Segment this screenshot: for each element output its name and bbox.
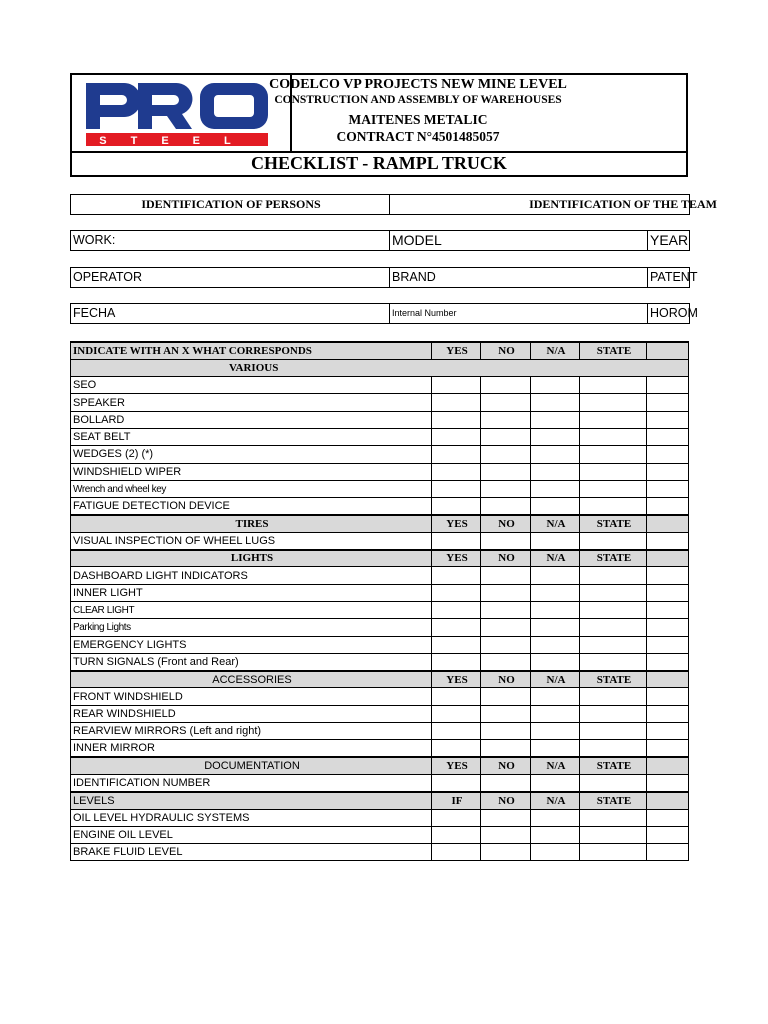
checklist-item-label: BOLLARD — [71, 411, 432, 428]
yes-checkbox-cell[interactable] — [432, 619, 481, 636]
internal-number-field[interactable]: Internal Number — [389, 304, 647, 323]
state-input-cell[interactable] — [580, 653, 647, 670]
checklist-item-label: VISUAL INSPECTION OF WHEEL LUGS — [71, 532, 432, 549]
extra-column-header — [647, 550, 689, 567]
no-column-header: NO — [481, 671, 531, 688]
info-row-work — [70, 230, 690, 251]
yes-checkbox-cell[interactable] — [432, 774, 481, 791]
state-input-cell[interactable] — [580, 377, 647, 394]
state-input-cell[interactable] — [580, 567, 647, 584]
yes-checkbox-cell[interactable] — [432, 705, 481, 722]
no-column-header: NO — [481, 550, 531, 567]
no-column-header: NO — [481, 515, 531, 532]
checklist-item-row — [71, 394, 689, 411]
section-label: VARIOUS — [71, 359, 689, 376]
header-line-3: MAITENES METALIC — [348, 112, 488, 127]
extra-input-cell[interactable] — [647, 584, 689, 601]
checklist-item-row — [71, 636, 689, 653]
operator-field[interactable]: OPERATOR — [73, 270, 142, 284]
yes-checkbox-cell[interactable] — [432, 826, 481, 843]
yes-checkbox-cell[interactable] — [432, 809, 481, 826]
header-line-2: CONSTRUCTION AND ASSEMBLY OF WAREHOUSES — [274, 94, 562, 106]
extra-input-cell[interactable] — [647, 740, 689, 757]
extra-input-cell[interactable] — [647, 498, 689, 515]
checklist-item-row — [71, 584, 689, 601]
na-column-header: N/A — [531, 550, 580, 567]
na-column-header: N/A — [531, 515, 580, 532]
state-input-cell[interactable] — [580, 584, 647, 601]
section-header-row — [71, 757, 689, 774]
checklist-item-row — [71, 826, 689, 843]
no-column-header: NO — [481, 792, 531, 809]
checklist-item-label: REAR WINDSHIELD — [71, 705, 432, 722]
checklist-item-label: SEAT BELT — [71, 428, 432, 445]
no-checkbox-cell[interactable] — [481, 567, 531, 584]
na-checkbox-cell[interactable] — [531, 809, 580, 826]
state-input-cell[interactable] — [580, 636, 647, 653]
checklist-item-row — [71, 377, 689, 394]
no-checkbox-cell[interactable] — [481, 636, 531, 653]
no-checkbox-cell[interactable] — [481, 428, 531, 445]
na-checkbox-cell[interactable] — [531, 601, 580, 618]
extra-input-cell[interactable] — [647, 688, 689, 705]
na-checkbox-cell[interactable] — [531, 394, 580, 411]
state-input-cell[interactable] — [580, 705, 647, 722]
extra-column-header — [647, 342, 689, 359]
brand-field[interactable]: BRAND — [389, 268, 647, 287]
section-header-row — [71, 515, 689, 532]
extra-input-cell[interactable] — [647, 411, 689, 428]
info-row-date — [70, 303, 698, 324]
na-checkbox-cell[interactable] — [531, 411, 580, 428]
na-column-header: N/A — [531, 757, 580, 774]
no-checkbox-cell[interactable] — [481, 705, 531, 722]
state-input-cell[interactable] — [580, 463, 647, 480]
date-field[interactable]: FECHA — [73, 306, 116, 320]
state-input-cell[interactable] — [580, 844, 647, 861]
section-header-row — [71, 671, 689, 688]
extra-input-cell[interactable] — [647, 826, 689, 843]
checklist-item-row — [71, 705, 689, 722]
yes-column-header: YES — [432, 671, 481, 688]
state-column-header: STATE — [580, 342, 647, 359]
checklist-item-row — [71, 723, 689, 740]
checklist-item-row — [71, 653, 689, 670]
na-checkbox-cell[interactable] — [531, 377, 580, 394]
checklist-item-row — [71, 411, 689, 428]
na-checkbox-cell[interactable] — [531, 532, 580, 549]
no-checkbox-cell[interactable] — [481, 826, 531, 843]
na-checkbox-cell[interactable] — [531, 826, 580, 843]
state-input-cell[interactable] — [580, 411, 647, 428]
na-checkbox-cell[interactable] — [531, 705, 580, 722]
state-column-header: STATE — [580, 757, 647, 774]
no-checkbox-cell[interactable] — [481, 688, 531, 705]
extra-column-header — [647, 792, 689, 809]
yes-checkbox-cell[interactable] — [432, 653, 481, 670]
na-checkbox-cell[interactable] — [531, 480, 580, 497]
na-checkbox-cell[interactable] — [531, 446, 580, 463]
checklist-item-label: SPEAKER — [71, 394, 432, 411]
checklist-item-label: WINDSHIELD WIPER — [71, 463, 432, 480]
extra-input-cell[interactable] — [647, 428, 689, 445]
extra-input-cell[interactable] — [647, 567, 689, 584]
checklist-item-label: CLEAR LIGHT — [71, 601, 432, 618]
checklist-item-row — [71, 463, 689, 480]
extra-input-cell[interactable] — [647, 636, 689, 653]
na-checkbox-cell[interactable] — [531, 740, 580, 757]
yes-checkbox-cell[interactable] — [432, 723, 481, 740]
section-header-row — [71, 550, 689, 567]
checklist-item-row — [71, 619, 689, 636]
checklist-item-row — [71, 774, 689, 791]
state-input-cell[interactable] — [580, 446, 647, 463]
extra-input-cell[interactable] — [647, 463, 689, 480]
section-header-row — [71, 342, 689, 359]
checklist-item-label: EMERGENCY LIGHTS — [71, 636, 432, 653]
yes-column-header: IF — [432, 792, 481, 809]
checklist-item-row — [71, 601, 689, 618]
no-checkbox-cell[interactable] — [481, 394, 531, 411]
yes-checkbox-cell[interactable] — [432, 498, 481, 515]
checklist-item-label: REARVIEW MIRRORS (Left and right) — [71, 723, 432, 740]
svg-text:STEEL: STEEL — [99, 135, 255, 147]
yes-column-header: YES — [432, 515, 481, 532]
checklist-item-row — [71, 567, 689, 584]
checklist-item-label: INNER MIRROR — [71, 740, 432, 757]
checklist-item-label: TURN SIGNALS (Front and Rear) — [71, 653, 432, 670]
state-input-cell[interactable] — [580, 688, 647, 705]
checklist-item-label: Wrench and wheel key — [71, 480, 432, 497]
yes-checkbox-cell[interactable] — [432, 584, 481, 601]
checklist-item-label: OIL LEVEL HYDRAULIC SYSTEMS — [71, 809, 432, 826]
checklist-item-row — [71, 740, 689, 757]
no-checkbox-cell[interactable] — [481, 498, 531, 515]
checklist-item-label: FATIGUE DETECTION DEVICE — [71, 498, 432, 515]
checklist-item-label: Parking Lights — [71, 619, 432, 636]
info-row-operator — [70, 267, 698, 288]
year-field[interactable]: YEAR — [647, 231, 689, 250]
inspection-checklist-table — [70, 341, 689, 861]
yes-checkbox-cell[interactable] — [432, 446, 481, 463]
checklist-item-row — [71, 498, 689, 515]
yes-checkbox-cell[interactable] — [432, 480, 481, 497]
na-checkbox-cell[interactable] — [531, 653, 580, 670]
checklist-item-label: BRAKE FLUID LEVEL — [71, 844, 432, 861]
extra-input-cell[interactable] — [647, 653, 689, 670]
state-input-cell[interactable] — [580, 601, 647, 618]
state-input-cell[interactable] — [580, 619, 647, 636]
yes-column-header: YES — [432, 757, 481, 774]
checklist-item-label: DASHBOARD LIGHT INDICATORS — [71, 567, 432, 584]
no-checkbox-cell[interactable] — [481, 463, 531, 480]
extra-column-header — [647, 671, 689, 688]
na-checkbox-cell[interactable] — [531, 428, 580, 445]
na-checkbox-cell[interactable] — [531, 567, 580, 584]
yes-checkbox-cell[interactable] — [432, 688, 481, 705]
checklist-item-label: WEDGES (2) (*) — [71, 446, 432, 463]
state-input-cell[interactable] — [580, 394, 647, 411]
yes-column-header: YES — [432, 342, 481, 359]
identification-header-row — [70, 194, 717, 215]
state-column-header: STATE — [580, 515, 647, 532]
identification-persons-label: IDENTIFICATION OF PERSONS — [141, 197, 321, 211]
section-label: INDICATE WITH AN X WHAT CORRESPONDS — [71, 342, 432, 359]
checklist-item-row — [71, 480, 689, 497]
section-header-row — [71, 792, 689, 809]
checklist-item-label: INNER LIGHT — [71, 584, 432, 601]
yes-checkbox-cell[interactable] — [432, 463, 481, 480]
no-checkbox-cell[interactable] — [481, 723, 531, 740]
state-input-cell[interactable] — [580, 428, 647, 445]
no-column-header: NO — [481, 342, 531, 359]
extra-input-cell[interactable] — [647, 809, 689, 826]
checklist-item-label: ENGINE OIL LEVEL — [71, 826, 432, 843]
patent-field[interactable]: PATENT — [647, 268, 689, 287]
no-checkbox-cell[interactable] — [481, 653, 531, 670]
section-header-row — [71, 359, 689, 376]
na-checkbox-cell[interactable] — [531, 584, 580, 601]
checklist-item-row — [71, 688, 689, 705]
na-checkbox-cell[interactable] — [531, 688, 580, 705]
section-label: ACCESSORIES — [71, 671, 432, 688]
checklist-item-label: FRONT WINDSHIELD — [71, 688, 432, 705]
model-field[interactable]: MODEL — [389, 231, 647, 250]
section-label: TIRES — [71, 515, 432, 532]
no-checkbox-cell[interactable] — [481, 411, 531, 428]
extra-input-cell[interactable] — [647, 377, 689, 394]
no-checkbox-cell[interactable] — [481, 774, 531, 791]
yes-checkbox-cell[interactable] — [432, 601, 481, 618]
header-line-4: CONTRACT N°4501485057 — [336, 129, 500, 144]
na-checkbox-cell[interactable] — [531, 636, 580, 653]
state-input-cell[interactable] — [580, 723, 647, 740]
horometer-field[interactable]: HOROM — [647, 304, 689, 323]
page-title: CHECKLIST - RAMPL TRUCK — [251, 153, 507, 173]
extra-input-cell[interactable] — [647, 480, 689, 497]
checklist-item-row — [71, 809, 689, 826]
extra-input-cell[interactable] — [647, 394, 689, 411]
no-checkbox-cell[interactable] — [481, 809, 531, 826]
yes-checkbox-cell[interactable] — [432, 740, 481, 757]
no-checkbox-cell[interactable] — [481, 619, 531, 636]
extra-input-cell[interactable] — [647, 705, 689, 722]
checklist-item-row — [71, 428, 689, 445]
work-field[interactable]: WORK: — [73, 233, 116, 247]
checklist-item-row — [71, 532, 689, 549]
no-checkbox-cell[interactable] — [481, 377, 531, 394]
yes-checkbox-cell[interactable] — [432, 377, 481, 394]
na-checkbox-cell[interactable] — [531, 723, 580, 740]
extra-input-cell[interactable] — [647, 601, 689, 618]
no-checkbox-cell[interactable] — [481, 480, 531, 497]
yes-checkbox-cell[interactable] — [432, 844, 481, 861]
na-checkbox-cell[interactable] — [531, 463, 580, 480]
yes-checkbox-cell[interactable] — [432, 411, 481, 428]
yes-column-header: YES — [432, 550, 481, 567]
na-column-header: N/A — [531, 792, 580, 809]
state-input-cell[interactable] — [580, 532, 647, 549]
yes-checkbox-cell[interactable] — [432, 428, 481, 445]
no-checkbox-cell[interactable] — [481, 532, 531, 549]
na-checkbox-cell[interactable] — [531, 498, 580, 515]
no-checkbox-cell[interactable] — [481, 844, 531, 861]
checklist-item-row — [71, 844, 689, 861]
na-checkbox-cell[interactable] — [531, 844, 580, 861]
no-checkbox-cell[interactable] — [481, 740, 531, 757]
extra-input-cell[interactable] — [647, 723, 689, 740]
state-input-cell[interactable] — [580, 740, 647, 757]
extra-column-header — [647, 757, 689, 774]
no-checkbox-cell[interactable] — [481, 601, 531, 618]
state-input-cell[interactable] — [580, 480, 647, 497]
state-input-cell[interactable] — [580, 498, 647, 515]
state-column-header: STATE — [580, 550, 647, 567]
extra-input-cell[interactable] — [647, 774, 689, 791]
extra-column-header — [647, 515, 689, 532]
state-input-cell[interactable] — [580, 809, 647, 826]
yes-checkbox-cell[interactable] — [432, 636, 481, 653]
na-checkbox-cell[interactable] — [531, 619, 580, 636]
no-checkbox-cell[interactable] — [481, 584, 531, 601]
header-line-1: CODELCO VP PROJECTS NEW MINE LEVEL — [269, 77, 567, 92]
section-label: LEVELS — [71, 792, 432, 809]
section-label: LIGHTS — [71, 550, 432, 567]
state-input-cell[interactable] — [580, 774, 647, 791]
yes-checkbox-cell[interactable] — [432, 567, 481, 584]
checklist-item-label: IDENTIFICATION NUMBER — [71, 774, 432, 791]
yes-checkbox-cell[interactable] — [432, 532, 481, 549]
extra-input-cell[interactable] — [647, 532, 689, 549]
state-input-cell[interactable] — [580, 826, 647, 843]
state-column-header: STATE — [580, 792, 647, 809]
no-column-header: NO — [481, 757, 531, 774]
section-label: DOCUMENTATION — [71, 757, 432, 774]
extra-input-cell[interactable] — [647, 446, 689, 463]
no-checkbox-cell[interactable] — [481, 446, 531, 463]
na-column-header: N/A — [531, 342, 580, 359]
yes-checkbox-cell[interactable] — [432, 394, 481, 411]
state-column-header: STATE — [580, 671, 647, 688]
na-checkbox-cell[interactable] — [531, 774, 580, 791]
extra-input-cell[interactable] — [647, 844, 689, 861]
identification-team-label: IDENTIFICATION OF THE TEAM — [389, 195, 689, 214]
checklist-item-label: SEO — [71, 377, 432, 394]
checklist-item-row — [71, 446, 689, 463]
extra-input-cell[interactable] — [647, 619, 689, 636]
na-column-header: N/A — [531, 671, 580, 688]
